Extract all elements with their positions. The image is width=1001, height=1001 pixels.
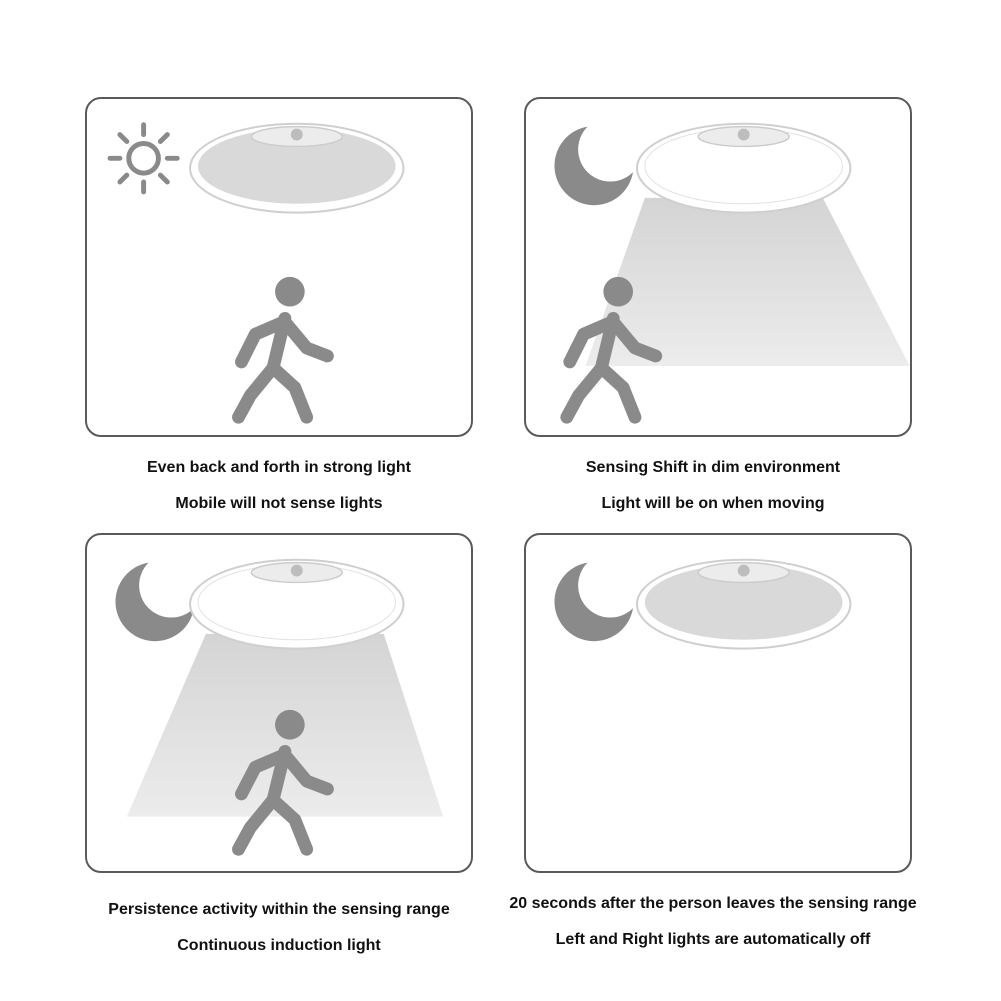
panel-dim-environment-illustration — [526, 99, 910, 435]
panel-strong-light-illustration — [87, 99, 471, 435]
caption-panel1-line2: Mobile will not sense lights — [175, 495, 383, 512]
moon-icon — [115, 563, 194, 642]
caption-panel3-line2: Continuous induction light — [177, 937, 381, 954]
ceiling-lamp-off — [637, 560, 850, 649]
panel-dim-environment — [524, 97, 912, 437]
sun-icon — [110, 125, 177, 192]
panel-auto-off-illustration — [526, 535, 910, 871]
caption-panel2-line1: Sensing Shift in dim environment — [585, 459, 841, 476]
ceiling-lamp-on — [190, 560, 403, 649]
caption-panel2-line2: Light will be on when moving — [601, 495, 825, 512]
walking-person-icon — [238, 277, 327, 417]
moon-icon — [554, 127, 633, 206]
caption-panel3-line1: Persistence activity within the sensing range — [108, 901, 450, 918]
ceiling-lamp-off — [190, 124, 403, 213]
caption-panel1-line1: Even back and forth in strong light — [146, 459, 411, 476]
panel-auto-off — [524, 533, 912, 873]
panel-strong-light — [85, 97, 473, 437]
panel-persistence-activity — [85, 533, 473, 873]
ceiling-lamp-on — [637, 124, 850, 213]
moon-icon — [554, 563, 633, 642]
panel-persistence-activity-illustration — [87, 535, 471, 871]
caption-panel4-line2: Left and Right lights are automatically off — [555, 931, 871, 948]
caption-panel4-line1: 20 seconds after the person leaves the sensing range — [509, 895, 917, 912]
